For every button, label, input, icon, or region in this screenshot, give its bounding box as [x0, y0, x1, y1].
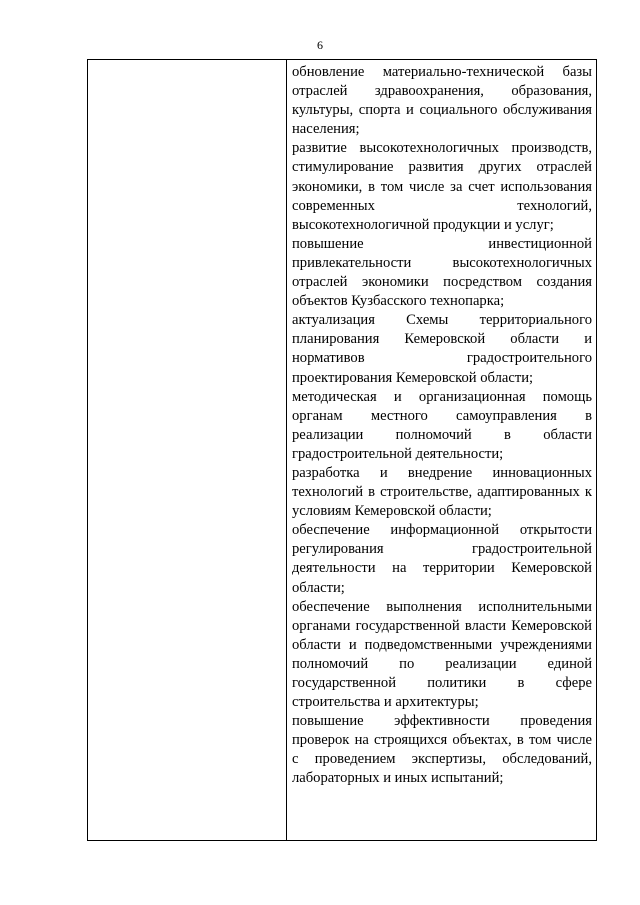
list-item: обеспечение информационной открытости регулирования градостроительной деятельности на территории Кемеровской области;: [292, 522, 592, 596]
page-number: 6: [317, 38, 323, 52]
list-item: повышение инвестиционной привлекательности высокотехнологичных отраслей экономики посредством создания объектов Кузбасского технопарка;: [292, 235, 592, 310]
list-item: обновление материально-технической базы отраслей здравоохранения, образования, культуры, спорта и социального обслуживания населения;: [292, 64, 592, 138]
list-item: развитие высокотехнологичных производств, стимулирование развития других отраслей экономики, в том числе за счет использования современных технологий, высокотехнологичной продукции и услуг;: [292, 140, 592, 233]
list-item: разработка и внедрение инновационных технологий в строительстве, адаптированных к условиям Кемеровской области;: [292, 464, 592, 520]
table-left-cell: [88, 60, 286, 840]
list-item: повышение эффективности проведения проверок на строящихся объектах, в том числе с проведением экспертизы, обследований, лабораторных и иных испытаний;: [292, 713, 592, 787]
list-item: методическая и организационная помощь органам местного самоуправления в реализации полномочий в области градостроительной деятельности;: [292, 388, 592, 462]
document-table: [87, 59, 597, 841]
list-item: обеспечение выполнения исполнительными органами государственной власти Кемеровской области и подведомственными учреждениями полномочий по реализации единой государственной политики в сфере строительства и архитектуры;: [292, 598, 592, 711]
table-right-cell: [292, 63, 592, 789]
column-divider: [286, 60, 287, 840]
list-item: актуализация Схемы территориального планирования Кемеровской области и нормативов градостроительного проектирования Кемеровской области;: [292, 312, 592, 386]
